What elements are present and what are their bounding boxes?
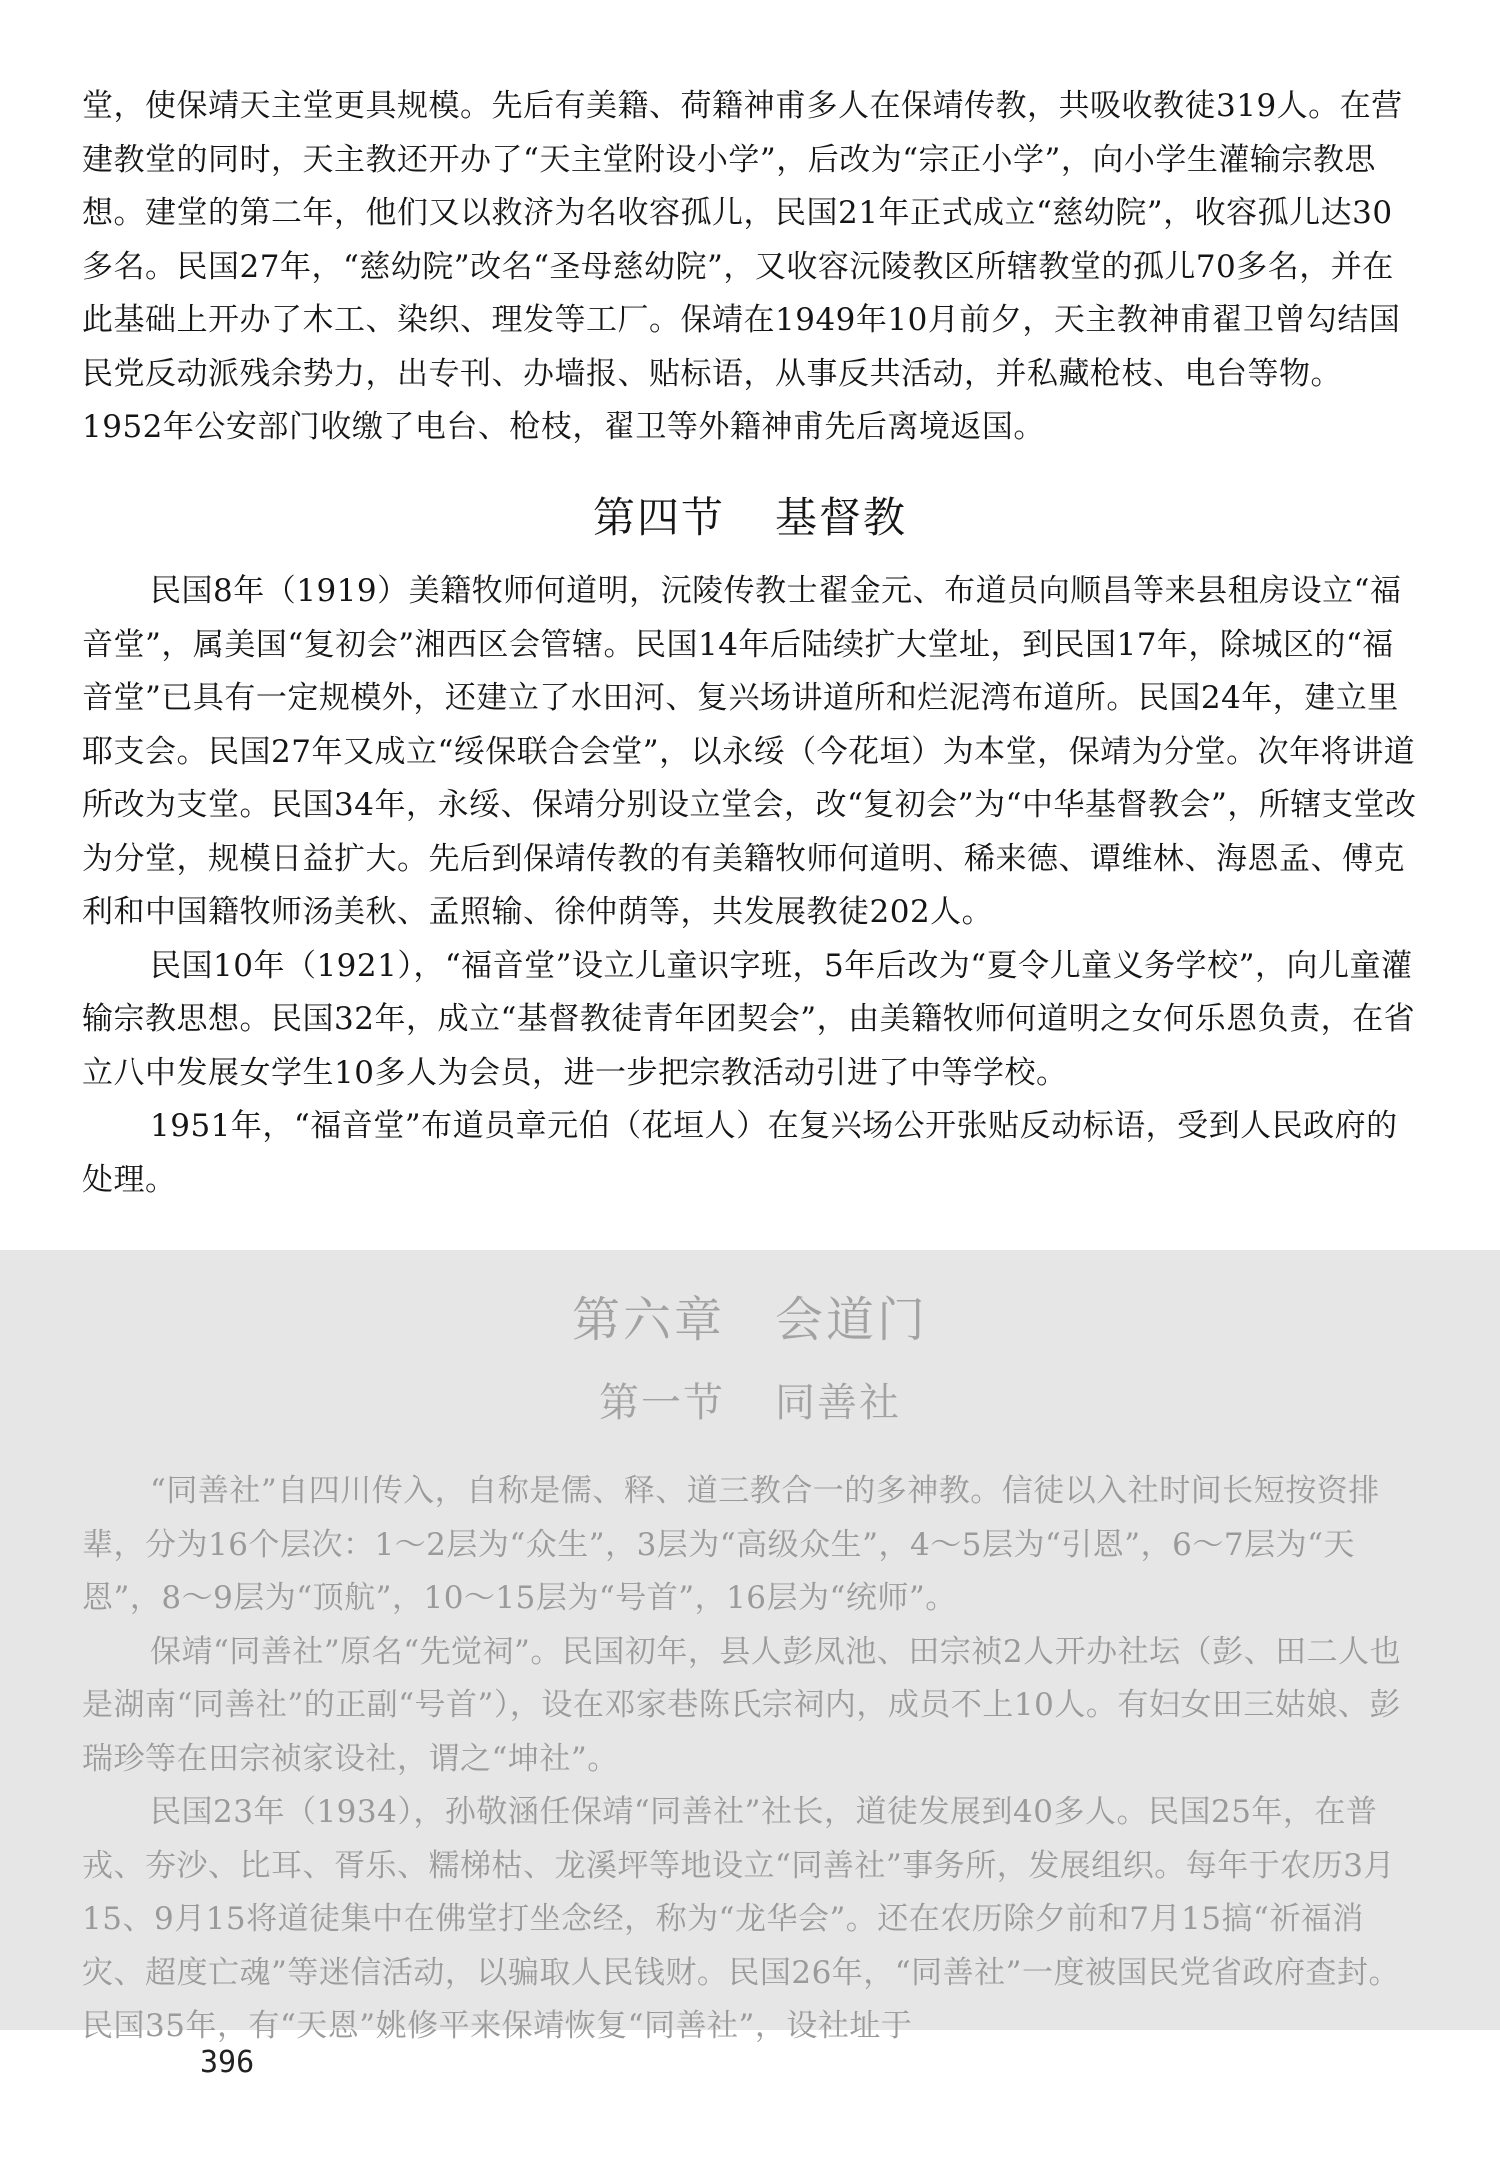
- section-heading: [0, 1375, 1500, 1431]
- top-text-block: [82, 80, 1418, 455]
- section-title: 同善社: [775, 1380, 901, 1426]
- paragraph: “同善社”自四川传入，自称是儒、释、道三教合一的多神教。信徒以入社时间长短按资排辈，分为16个层次：1～2层为“众生”，3层为“高级众生”，4～5层为“引恩”，6～7层为“天恩”，8～9层为“顶航”，10～15层为“号首”，16层为“统师”。: [82, 1473, 1380, 1616]
- section-title: 基督教: [775, 493, 908, 542]
- chapter-title: 会道门: [775, 1292, 929, 1348]
- chapter-body: [82, 1465, 1418, 2054]
- section-body: [82, 565, 1418, 1207]
- paragraph: 堂，使保靖天主堂更具规模。先后有美籍、荷籍神甫多人在保靖传教，共吸收教徒319人。在营建教堂的同时，天主教还开办了“天主堂附设小学”，后改为“宗正小学”，向小学生灌输宗教思想。建堂的第二年，他们又以救济为名收容孤儿，民国21年正式成立“慈幼院”，收容孤儿达30多名。民国27年，“慈幼院”改名“圣母慈幼院”，又收容沅陵教区所辖教堂的孤儿70多名，并在此基础上开办了木工、染织、理发等工厂。保靖在1949年10月前夕，天主教神甫翟卫曾勾结国民党反动派残余势力，出专刊、办墙报、贴标语，从事反共活动，并私藏枪枝、电台等物。1952年公安部门收缴了电台、枪枝，翟卫等外籍神甫先后离境返国。: [82, 88, 1403, 445]
- section-heading: [0, 490, 1500, 546]
- paragraph: 1951年，“福音堂”布道员章元伯（花垣人）在复兴场公开张贴反动标语，受到人民政府的处理。: [82, 1108, 1398, 1198]
- paragraph: 民国10年（1921），“福音堂”设立儿童识字班，5年后改为“夏令儿童义务学校”，向儿童灌输宗教思想。民国32年，成立“基督教徒青年团契会”，由美籍牧师何道明之女何乐恩负责，在省立八中发展女学生10多人为会员，进一步把宗教活动引进了中等学校。: [82, 947, 1416, 1091]
- paragraph: 保靖“同善社”原名“先觉祠”。民国初年，县人彭凤池、田宗祯2人开办社坛（彭、田二人也是湖南“同善社”的正副“号首”），设在邓家巷陈氏宗祠内，成员不上10人。有妇女田三姑娘、彭瑞珍等在田宗祯家设社，谓之“坤社”。: [82, 1633, 1402, 1777]
- section-number: 第一节: [599, 1380, 725, 1426]
- chapter-heading: [0, 1290, 1500, 1350]
- chapter-number: 第六章: [571, 1292, 725, 1348]
- faded-region: [0, 1250, 1500, 2044]
- paragraph: 民国23年（1934），孙敬涵任保靖“同善社”社长，道徒发展到40多人。民国25年，在普戎、夯沙、比耳、胥乐、糯梯枯、龙溪坪等地设立“同善社”事务所，发展组织。每年于农历3月15、9月15将道徒集中在佛堂打坐念经，称为“龙华会”。还在农历除夕前和7月15搞“祈福消灾、超度亡魂”等迷信活动，以骗取人民钱财。民国26年，“同善社”一度被国民党省政府查封。民国35年，有“天恩”姚修平来保靖恢复“同善社”，设社址于: [82, 1794, 1400, 2044]
- page-number: 396: [200, 2045, 255, 2080]
- section-number: 第四节: [592, 493, 725, 542]
- paragraph: 民国8年（1919）美籍牧师何道明，沅陵传教士翟金元、布道员向顺昌等来县租房设立“福音堂”，属美国“复初会”湘西区会管辖。民国14年后陆续扩大堂址，到民国17年，除城区的“福音堂”已具有一定规模外，还建立了水田河、复兴场讲道所和烂泥湾布道所。民国24年，建立里耶支会。民国27年又成立“绥保联合会堂”，以永绥（今花垣）为本堂，保靖为分堂。次年将讲道所改为支堂。民国34年，永绥、保靖分别设立堂会，改“复初会”为“中华基督教会”，所辖支堂改为分堂，规模日益扩大。先后到保靖传教的有美籍牧师何道明、稀来德、谭维林、海恩孟、傅克利和中国籍牧师汤美秋、孟照输、徐仲荫等，共发展教徒202人。: [82, 573, 1417, 930]
